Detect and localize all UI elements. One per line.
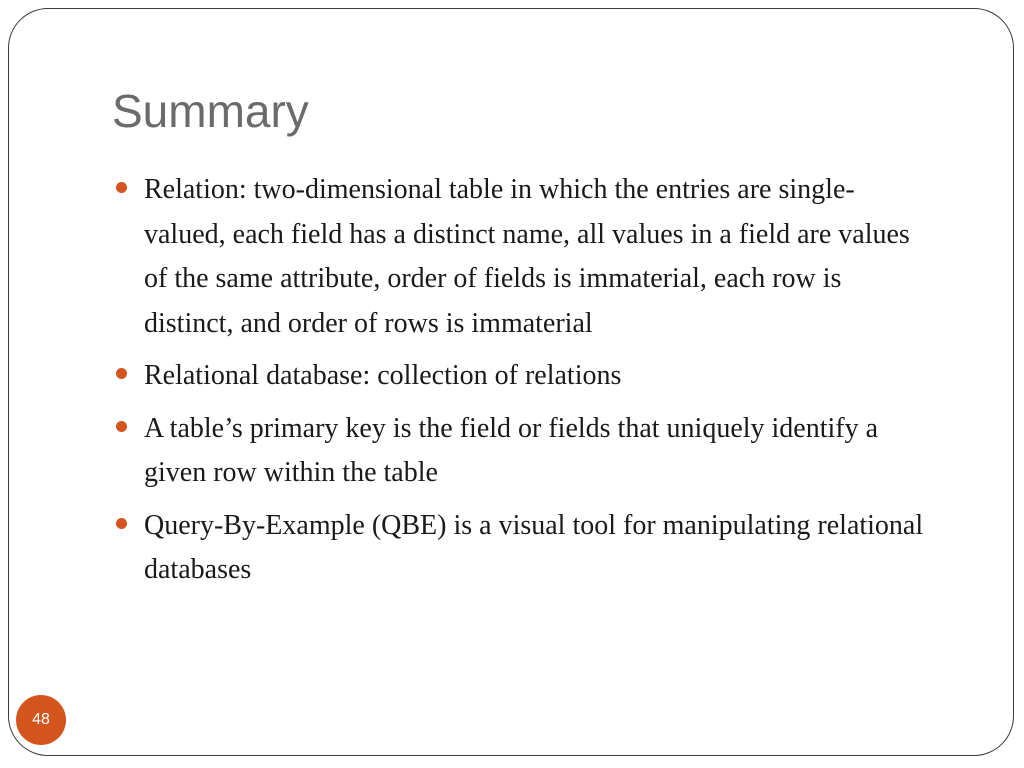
bullet-dot-icon (116, 421, 127, 432)
bullet-dot-icon (116, 518, 127, 529)
slide-title: Summary (112, 85, 309, 137)
bullet-text: Relational database: collection of relations (144, 360, 622, 391)
bullet-text: A table’s primary key is the field or fields that uniquely identify a given row within the table (144, 412, 879, 488)
bullet-text: Relation: two-dimensional table in which the entries are single-valued, each field has a distinct name, all values in a field are values of the same attribute, order of fields is immaterial, each row is distinct, and order of rows is immaterial (144, 174, 910, 339)
page-number: 48 (32, 711, 50, 728)
bullet-text: Query-By-Example (QBE) is a visual tool for manipulating relational databases (144, 509, 924, 585)
bullet-item (114, 504, 934, 593)
bullet-dot-icon (116, 368, 127, 379)
bullet-dot-icon (116, 182, 127, 193)
bullet-item (114, 168, 934, 346)
bullet-item (114, 354, 934, 399)
bullet-item (114, 407, 934, 496)
page-number-badge (16, 695, 66, 745)
bullet-list (114, 168, 934, 601)
